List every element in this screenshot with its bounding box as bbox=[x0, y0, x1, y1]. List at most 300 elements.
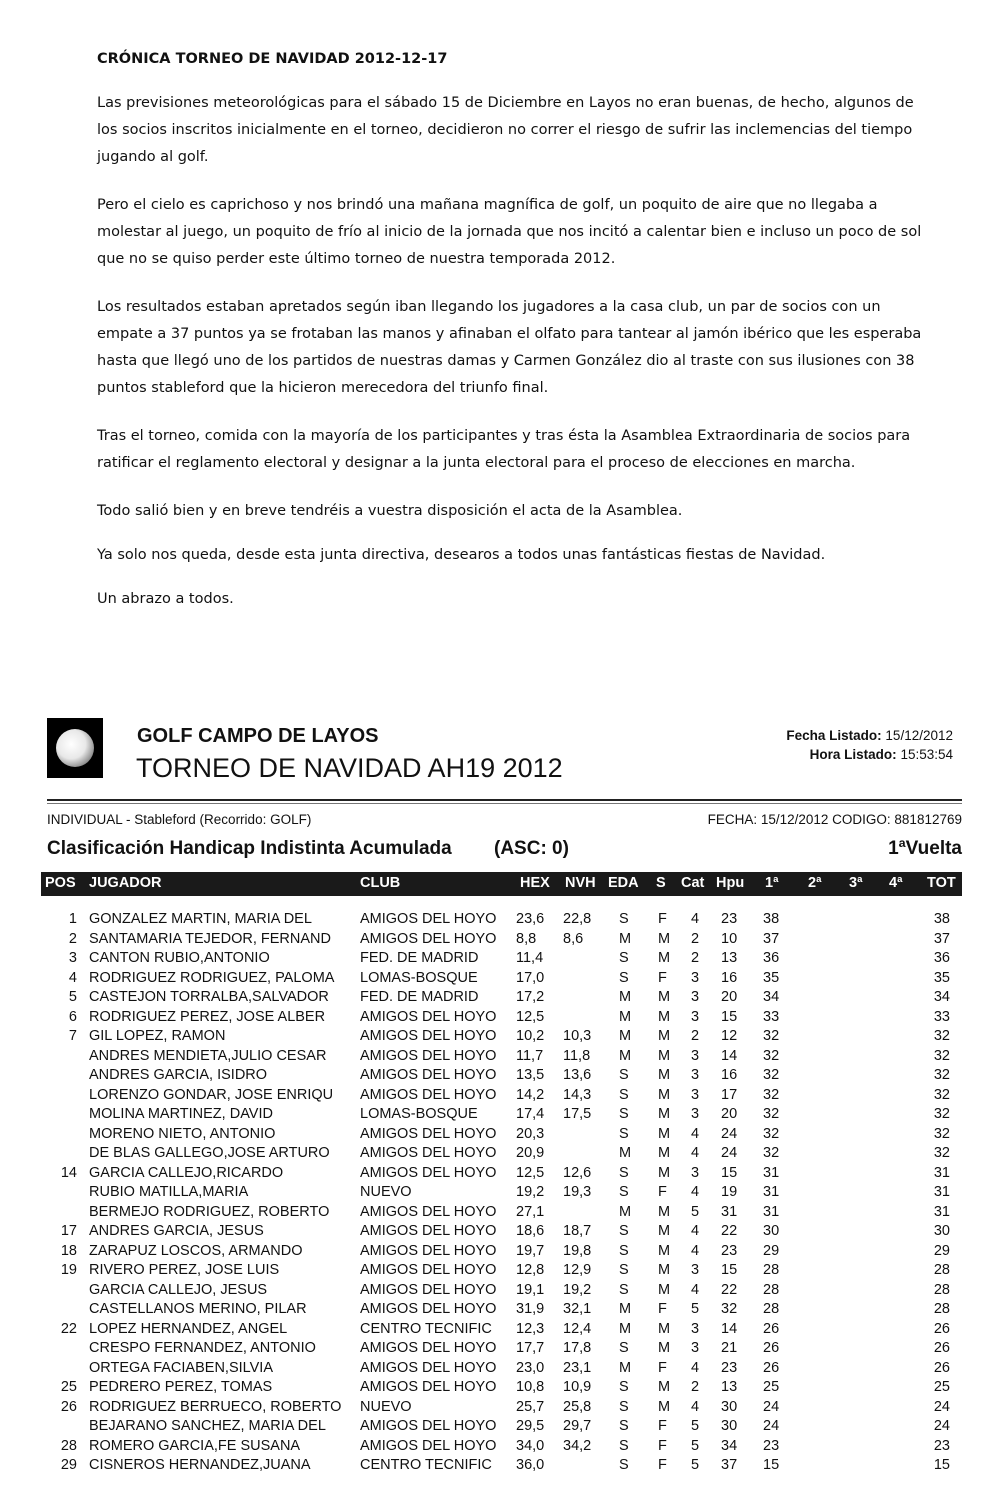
table-row bbox=[41, 1457, 962, 1477]
total-cell: 32 bbox=[933, 1028, 950, 1044]
total-cell: 32 bbox=[933, 1047, 950, 1064]
club-cell: AMIGOS DEL HOYO bbox=[360, 1086, 497, 1103]
club-cell: LOMAS-BOSQUE bbox=[360, 969, 478, 986]
nvh-cell: 8,6 bbox=[563, 930, 584, 947]
nvh-cell: 14,3 bbox=[563, 1086, 592, 1103]
chronicle-paragraph: Todo salió bien y en breve tendréis a vuestra disposición el acta de la Asamblea. bbox=[97, 503, 683, 519]
eda-cell: S bbox=[619, 1164, 629, 1181]
category-cell: 4 bbox=[691, 1359, 700, 1376]
club-cell: AMIGOS DEL HOYO bbox=[360, 1262, 497, 1278]
table-row bbox=[41, 970, 962, 990]
club-cell: CENTRO TECNIFIC bbox=[360, 1320, 492, 1337]
hex-cell: 19,2 bbox=[516, 1184, 545, 1200]
fecha-listado-row bbox=[786, 726, 953, 745]
chronicle-paragraph: Las previsiones meteorológicas para el sábado 15 de Diciembre en Layos no eran buenas, de hecho, algunos de los socios inscritos inicialmente en el torneo, decidieron no correr el riesgo de sufrir las inclemencias del tiempo jugando al golf. bbox=[97, 95, 914, 165]
round1-cell: 25 bbox=[763, 1379, 780, 1395]
eda-cell: M bbox=[619, 1047, 632, 1064]
eda-cell: S bbox=[619, 969, 629, 986]
col-pos-header: POS bbox=[45, 875, 76, 891]
club-cell: CENTRO TECNIFIC bbox=[360, 1457, 492, 1473]
player-name-cell: CRESPO FERNANDEZ, ANTONIO bbox=[89, 1340, 316, 1356]
total-cell: 24 bbox=[933, 1398, 950, 1415]
table-row bbox=[41, 1301, 962, 1321]
hex-cell: 23,0 bbox=[516, 1359, 545, 1376]
nvh-cell: 18,7 bbox=[563, 1223, 592, 1239]
round1-cell: 30 bbox=[763, 1223, 780, 1239]
total-cell: 26 bbox=[933, 1340, 950, 1356]
hpu-cell: 30 bbox=[721, 1418, 738, 1434]
sex-cell: M bbox=[658, 1164, 671, 1181]
nvh-cell: 12,4 bbox=[563, 1320, 592, 1337]
round1-cell: 31 bbox=[763, 1164, 780, 1181]
club-cell: AMIGOS DEL HOYO bbox=[360, 1145, 497, 1161]
round-label: 1ªVuelta bbox=[888, 838, 962, 859]
table-row bbox=[41, 1438, 962, 1458]
total-cell: 30 bbox=[933, 1223, 950, 1239]
hpu-cell: 20 bbox=[721, 989, 738, 1005]
category-cell: 3 bbox=[691, 1262, 700, 1278]
hex-cell: 19,7 bbox=[516, 1242, 545, 1259]
player-name-cell: ANDRES GARCIA, JESUS bbox=[89, 1223, 264, 1239]
category-cell: 5 bbox=[691, 1301, 700, 1317]
table-row bbox=[41, 1106, 962, 1126]
col-s-header: S bbox=[656, 875, 666, 891]
table-row bbox=[41, 1028, 962, 1048]
round1-cell: 36 bbox=[763, 950, 780, 966]
hex-cell: 12,8 bbox=[516, 1262, 545, 1278]
individual-format: INDIVIDUAL - Stableford (Recorrido: GOLF) bbox=[47, 812, 312, 827]
nvh-cell: 32,1 bbox=[563, 1301, 592, 1317]
hex-cell: 17,4 bbox=[516, 1106, 545, 1122]
category-cell: 3 bbox=[691, 1340, 700, 1356]
nvh-cell: 10,3 bbox=[563, 1028, 592, 1044]
round1-cell: 35 bbox=[763, 969, 780, 986]
eda-cell: M bbox=[619, 1320, 632, 1337]
round1-cell: 37 bbox=[763, 930, 780, 947]
player-name-cell: PEDRERO PEREZ, TOMAS bbox=[89, 1379, 273, 1395]
header-divider-thin bbox=[47, 803, 962, 804]
col-total-header: TOT bbox=[927, 875, 956, 891]
player-name-cell: MORENO NIETO, ANTONIO bbox=[89, 1125, 276, 1142]
club-cell: AMIGOS DEL HOYO bbox=[360, 930, 497, 947]
category-cell: 2 bbox=[691, 950, 700, 966]
eda-cell: S bbox=[619, 1418, 629, 1434]
hpu-cell: 17 bbox=[721, 1086, 738, 1103]
club-cell: AMIGOS DEL HOYO bbox=[360, 1203, 497, 1220]
table-row bbox=[41, 1379, 962, 1399]
nvh-cell: 23,1 bbox=[563, 1359, 592, 1376]
eda-cell: M bbox=[619, 1145, 632, 1161]
hpu-cell: 12 bbox=[721, 1028, 738, 1044]
category-cell: 2 bbox=[691, 930, 700, 947]
category-cell: 3 bbox=[691, 969, 700, 986]
hpu-cell: 22 bbox=[721, 1223, 738, 1239]
col-round1-header: 1ª bbox=[765, 875, 779, 891]
player-name-cell: LOPEZ HERNANDEZ, ANGEL bbox=[89, 1320, 288, 1337]
eda-cell: S bbox=[619, 1262, 629, 1278]
table-row bbox=[41, 1204, 962, 1224]
hpu-cell: 37 bbox=[721, 1457, 738, 1473]
col-round2-header: 2ª bbox=[808, 875, 822, 891]
player-name-cell: ORTEGA FACIABEN,SILVIA bbox=[89, 1359, 273, 1376]
eda-cell: S bbox=[619, 1281, 629, 1298]
position-cell: 6 bbox=[68, 1008, 77, 1025]
position-cell: 26 bbox=[60, 1398, 77, 1415]
position-cell: 14 bbox=[60, 1164, 77, 1181]
position-cell: 5 bbox=[68, 989, 77, 1005]
hpu-cell: 16 bbox=[721, 969, 738, 986]
eda-cell: S bbox=[619, 1184, 629, 1200]
sex-cell: M bbox=[658, 1106, 671, 1122]
hpu-cell: 19 bbox=[721, 1184, 738, 1200]
category-cell: 3 bbox=[691, 1047, 700, 1064]
club-cell: AMIGOS DEL HOYO bbox=[360, 1125, 497, 1142]
total-cell: 33 bbox=[933, 1008, 950, 1025]
sex-cell: M bbox=[658, 1242, 671, 1259]
position-cell: 28 bbox=[60, 1437, 77, 1454]
total-cell: 25 bbox=[933, 1379, 950, 1395]
chronicle-title: CRÓNICA TORNEO DE NAVIDAD 2012-12-17 bbox=[97, 51, 448, 67]
category-cell: 3 bbox=[691, 1106, 700, 1122]
sex-cell: M bbox=[658, 989, 671, 1005]
hex-cell: 12,5 bbox=[516, 1164, 545, 1181]
sex-cell: M bbox=[658, 1125, 671, 1142]
nvh-cell: 13,6 bbox=[563, 1067, 592, 1083]
table-row bbox=[41, 1243, 962, 1263]
eda-cell: M bbox=[619, 1008, 632, 1025]
position-cell: 17 bbox=[60, 1223, 77, 1239]
sex-cell: M bbox=[658, 1379, 671, 1395]
total-cell: 32 bbox=[933, 1106, 950, 1122]
total-cell: 32 bbox=[933, 1145, 950, 1161]
eda-cell: S bbox=[619, 1437, 629, 1454]
sex-cell: M bbox=[658, 1340, 671, 1356]
eda-cell: M bbox=[619, 989, 632, 1005]
round1-cell: 24 bbox=[763, 1398, 780, 1415]
hpu-cell: 15 bbox=[721, 1262, 738, 1278]
player-name-cell: RODRIGUEZ RODRIGUEZ, PALOMA bbox=[89, 969, 335, 986]
player-name-cell: ROMERO GARCIA,FE SUSANA bbox=[89, 1437, 301, 1454]
club-cell: AMIGOS DEL HOYO bbox=[360, 1418, 497, 1434]
round1-cell: 15 bbox=[763, 1457, 780, 1473]
fecha-codigo: FECHA: 15/12/2012 CODIGO: 881812769 bbox=[707, 812, 962, 827]
club-cell: AMIGOS DEL HOYO bbox=[360, 1028, 497, 1044]
table-row bbox=[41, 1048, 962, 1068]
nvh-cell: 17,5 bbox=[563, 1106, 592, 1122]
hex-cell: 12,3 bbox=[516, 1320, 545, 1337]
eda-cell: S bbox=[619, 1106, 629, 1122]
hex-cell: 11,4 bbox=[516, 950, 544, 966]
club-cell: AMIGOS DEL HOYO bbox=[360, 911, 497, 927]
nvh-cell: 19,3 bbox=[563, 1184, 592, 1200]
category-cell: 3 bbox=[691, 989, 700, 1005]
round1-cell: 29 bbox=[763, 1242, 780, 1259]
competition-format-line bbox=[47, 812, 962, 827]
col-round3-header: 3ª bbox=[849, 875, 863, 891]
category-cell: 4 bbox=[691, 1281, 700, 1298]
hpu-cell: 24 bbox=[721, 1145, 738, 1161]
hex-cell: 13,5 bbox=[516, 1067, 545, 1083]
col-hpu-header: Hpu bbox=[716, 875, 745, 891]
category-cell: 2 bbox=[691, 1379, 700, 1395]
hex-cell: 14,2 bbox=[516, 1086, 545, 1103]
chronicle-article bbox=[97, 48, 927, 630]
hpu-cell: 13 bbox=[721, 950, 738, 966]
nvh-cell: 12,9 bbox=[563, 1262, 592, 1278]
hora-listado-label: Hora Listado: bbox=[809, 747, 897, 762]
hex-cell: 34,0 bbox=[516, 1437, 545, 1454]
nvh-cell: 34,2 bbox=[563, 1437, 592, 1454]
eda-cell: S bbox=[619, 1398, 629, 1415]
hex-cell: 17,7 bbox=[516, 1340, 545, 1356]
eda-cell: S bbox=[619, 911, 629, 927]
club-cell: AMIGOS DEL HOYO bbox=[360, 1301, 497, 1317]
position-cell: 2 bbox=[68, 930, 77, 947]
club-cell: AMIGOS DEL HOYO bbox=[360, 1008, 497, 1025]
club-cell: AMIGOS DEL HOYO bbox=[360, 1164, 497, 1181]
eda-cell: S bbox=[619, 1067, 629, 1083]
table-row bbox=[41, 1165, 962, 1185]
round1-cell: 38 bbox=[763, 911, 780, 927]
category-cell: 3 bbox=[691, 1164, 700, 1181]
position-cell: 7 bbox=[68, 1028, 77, 1044]
table-row bbox=[41, 1145, 962, 1165]
round1-cell: 32 bbox=[763, 1106, 780, 1122]
eda-cell: M bbox=[619, 1359, 632, 1376]
total-cell: 32 bbox=[933, 1125, 950, 1142]
hex-cell: 36,0 bbox=[516, 1457, 545, 1473]
results-table-body bbox=[41, 911, 962, 1477]
round1-cell: 32 bbox=[763, 1125, 780, 1142]
hex-cell: 25,7 bbox=[516, 1398, 545, 1415]
nvh-cell: 19,8 bbox=[563, 1242, 592, 1259]
fecha-listado-label: Fecha Listado: bbox=[786, 728, 882, 743]
total-cell: 31 bbox=[933, 1203, 950, 1220]
sex-cell: F bbox=[658, 1359, 667, 1376]
player-name-cell: RIVERO PEREZ, JOSE LUIS bbox=[89, 1262, 280, 1278]
hpu-cell: 10 bbox=[721, 930, 738, 947]
category-cell: 4 bbox=[691, 911, 700, 927]
table-row bbox=[41, 1087, 962, 1107]
eda-cell: M bbox=[619, 1203, 632, 1220]
results-table-header bbox=[41, 872, 962, 896]
category-cell: 3 bbox=[691, 1086, 700, 1103]
sex-cell: M bbox=[658, 1067, 671, 1083]
position-cell: 29 bbox=[60, 1457, 77, 1473]
category-cell: 3 bbox=[691, 1008, 700, 1025]
table-row bbox=[41, 950, 962, 970]
club-cell: NUEVO bbox=[360, 1184, 412, 1200]
sex-cell: M bbox=[658, 1008, 671, 1025]
round1-cell: 34 bbox=[763, 989, 780, 1005]
category-cell: 5 bbox=[691, 1203, 700, 1220]
player-name-cell: BEJARANO SANCHEZ, MARIA DEL bbox=[89, 1418, 326, 1434]
category-cell: 4 bbox=[691, 1223, 700, 1239]
position-cell: 18 bbox=[60, 1242, 77, 1259]
position-cell: 1 bbox=[68, 911, 77, 927]
sex-cell: F bbox=[658, 1418, 667, 1434]
total-cell: 32 bbox=[933, 1067, 950, 1083]
sex-cell: F bbox=[658, 1301, 667, 1317]
hex-cell: 20,9 bbox=[516, 1145, 545, 1161]
hpu-cell: 16 bbox=[721, 1067, 738, 1083]
hpu-cell: 13 bbox=[721, 1379, 738, 1395]
category-cell: 4 bbox=[691, 1184, 700, 1200]
player-name-cell: DE BLAS GALLEGO,JOSE ARTURO bbox=[89, 1145, 330, 1161]
total-cell: 23 bbox=[933, 1437, 950, 1454]
sex-cell: F bbox=[658, 1457, 667, 1473]
sex-cell: M bbox=[658, 1203, 671, 1220]
round1-cell: 32 bbox=[763, 1067, 780, 1083]
category-cell: 2 bbox=[691, 1028, 700, 1044]
eda-cell: S bbox=[619, 1379, 629, 1395]
total-cell: 15 bbox=[933, 1457, 950, 1473]
position-cell: 3 bbox=[68, 950, 77, 966]
col-round4-header: 4ª bbox=[889, 875, 903, 891]
player-name-cell: MOLINA MARTINEZ, DAVID bbox=[89, 1106, 273, 1122]
header-divider bbox=[47, 799, 962, 801]
hex-cell: 29,5 bbox=[516, 1418, 545, 1434]
sex-cell: M bbox=[658, 1047, 671, 1064]
hex-cell: 18,6 bbox=[516, 1223, 545, 1239]
player-name-cell: BERMEJO RODRIGUEZ, ROBERTO bbox=[89, 1203, 330, 1220]
chronicle-paragraph: Ya solo nos queda, desde esta junta directiva, desearos a todos unas fantásticas fiestas de Navidad. bbox=[97, 547, 826, 563]
eda-cell: S bbox=[619, 1242, 629, 1259]
round1-cell: 32 bbox=[763, 1047, 780, 1064]
hpu-cell: 23 bbox=[721, 1242, 738, 1259]
category-cell: 4 bbox=[691, 1145, 700, 1161]
sex-cell: F bbox=[658, 1437, 667, 1454]
round1-cell: 23 bbox=[763, 1437, 780, 1454]
chronicle-paragraph: Pero el cielo es caprichoso y nos brindó una mañana magnífica de golf, un poquito de aire que no llegaba a molestar al juego, un poquito de frío al inicio de la jornada que nos incitó a calentar bien e incluso un poco de sol que no se quiso perder este último torneo de nuestra temporada 2012. bbox=[97, 197, 922, 267]
position-cell: 22 bbox=[60, 1320, 77, 1337]
player-name-cell: SANTAMARIA TEJEDOR, FERNAND bbox=[89, 930, 331, 947]
fecha-listado-value: 15/12/2012 bbox=[885, 728, 953, 743]
hpu-cell: 34 bbox=[721, 1437, 738, 1454]
sex-cell: M bbox=[658, 1281, 671, 1298]
round1-cell: 24 bbox=[763, 1418, 780, 1434]
table-row bbox=[41, 1126, 962, 1146]
total-cell: 31 bbox=[933, 1184, 950, 1200]
total-cell: 35 bbox=[933, 969, 950, 986]
total-cell: 31 bbox=[933, 1164, 950, 1181]
category-cell: 4 bbox=[691, 1125, 700, 1142]
round1-cell: 31 bbox=[763, 1184, 780, 1200]
player-name-cell: LORENZO GONDAR, JOSE ENRIQU bbox=[89, 1086, 334, 1103]
club-cell: AMIGOS DEL HOYO bbox=[360, 1223, 497, 1239]
category-cell: 5 bbox=[691, 1418, 700, 1434]
round1-cell: 31 bbox=[763, 1203, 780, 1220]
sex-cell: M bbox=[658, 1262, 671, 1278]
eda-cell: S bbox=[619, 1086, 629, 1103]
player-name-cell: CASTELLANOS MERINO, PILAR bbox=[89, 1301, 307, 1317]
player-name-cell: RUBIO MATILLA,MARIA bbox=[89, 1184, 249, 1200]
sex-cell: M bbox=[658, 1086, 671, 1103]
round1-cell: 32 bbox=[763, 1145, 780, 1161]
total-cell: 32 bbox=[933, 1086, 950, 1103]
hex-cell: 31,9 bbox=[516, 1301, 545, 1317]
hex-cell: 17,0 bbox=[516, 969, 545, 986]
eda-cell: S bbox=[619, 1340, 629, 1356]
position-cell: 19 bbox=[60, 1262, 77, 1278]
eda-cell: M bbox=[619, 1301, 632, 1317]
table-row bbox=[41, 911, 962, 931]
club-cell: FED. DE MADRID bbox=[360, 950, 479, 966]
total-cell: 26 bbox=[933, 1359, 950, 1376]
player-name-cell: CASTEJON TORRALBA,SALVADOR bbox=[89, 989, 329, 1005]
eda-cell: S bbox=[619, 1223, 629, 1239]
club-name: GOLF CAMPO DE LAYOS bbox=[137, 725, 379, 747]
table-row bbox=[41, 1340, 962, 1360]
round1-cell: 26 bbox=[763, 1340, 780, 1356]
col-eda-header: EDA bbox=[608, 875, 639, 891]
player-name-cell: GARCIA CALLEJO,RICARDO bbox=[89, 1164, 284, 1181]
player-name-cell: ZARAPUZ LOSCOS, ARMANDO bbox=[89, 1242, 303, 1259]
hex-cell: 23,6 bbox=[516, 911, 545, 927]
hex-cell: 19,1 bbox=[516, 1281, 545, 1298]
nvh-cell: 10,9 bbox=[563, 1379, 592, 1395]
chronicle-paragraph: Tras el torneo, comida con la mayoría de los participantes y tras ésta la Asamblea Extraordinaria de socios para ratificar el reglamento electoral y designar a la junta electoral para el proceso de elecciones en marcha. bbox=[97, 428, 911, 471]
player-name-cell: RODRIGUEZ PEREZ, JOSE ALBER bbox=[89, 1008, 326, 1025]
hpu-cell: 15 bbox=[721, 1008, 738, 1025]
table-row bbox=[41, 989, 962, 1009]
hpu-cell: 15 bbox=[721, 1164, 738, 1181]
round1-cell: 26 bbox=[763, 1320, 780, 1337]
nvh-cell: 19,2 bbox=[563, 1281, 592, 1298]
hpu-cell: 23 bbox=[721, 1359, 738, 1376]
table-row bbox=[41, 1184, 962, 1204]
col-player-header: JUGADOR bbox=[89, 875, 162, 891]
col-club-header: CLUB bbox=[360, 875, 401, 891]
sex-cell: F bbox=[658, 1184, 667, 1200]
sex-cell: M bbox=[658, 950, 671, 966]
hex-cell: 11,7 bbox=[516, 1047, 544, 1064]
table-row bbox=[41, 1282, 962, 1302]
sex-cell: M bbox=[658, 1028, 671, 1044]
sex-cell: M bbox=[658, 1398, 671, 1415]
round1-cell: 32 bbox=[763, 1028, 780, 1044]
hpu-cell: 30 bbox=[721, 1398, 738, 1415]
table-row bbox=[41, 1262, 962, 1282]
hex-cell: 8,8 bbox=[516, 930, 537, 947]
eda-cell: M bbox=[619, 930, 632, 947]
player-name-cell: ANDRES GARCIA, ISIDRO bbox=[89, 1067, 268, 1083]
chronicle-signoff: Un abrazo a todos. bbox=[97, 591, 234, 607]
table-row bbox=[41, 1321, 962, 1341]
club-cell: LOMAS-BOSQUE bbox=[360, 1106, 478, 1122]
category-cell: 3 bbox=[691, 1067, 700, 1083]
category-cell: 4 bbox=[691, 1242, 700, 1259]
hex-cell: 12,5 bbox=[516, 1008, 545, 1025]
eda-cell: M bbox=[619, 1028, 632, 1044]
hex-cell: 10,2 bbox=[516, 1028, 545, 1044]
hora-listado-row bbox=[786, 745, 953, 764]
logo-ball-shape bbox=[56, 729, 94, 767]
table-row bbox=[41, 1009, 962, 1029]
round1-cell: 28 bbox=[763, 1281, 780, 1298]
category-cell: 5 bbox=[691, 1457, 700, 1473]
sex-cell: M bbox=[658, 1320, 671, 1337]
club-cell: AMIGOS DEL HOYO bbox=[360, 1047, 497, 1064]
hpu-cell: 31 bbox=[721, 1203, 738, 1220]
total-cell: 28 bbox=[933, 1262, 950, 1278]
col-cat-header: Cat bbox=[681, 875, 705, 891]
category-cell: 3 bbox=[691, 1320, 700, 1337]
club-cell: AMIGOS DEL HOYO bbox=[360, 1242, 497, 1259]
sex-cell: F bbox=[658, 969, 667, 986]
eda-cell: S bbox=[619, 950, 629, 966]
table-row bbox=[41, 1360, 962, 1380]
